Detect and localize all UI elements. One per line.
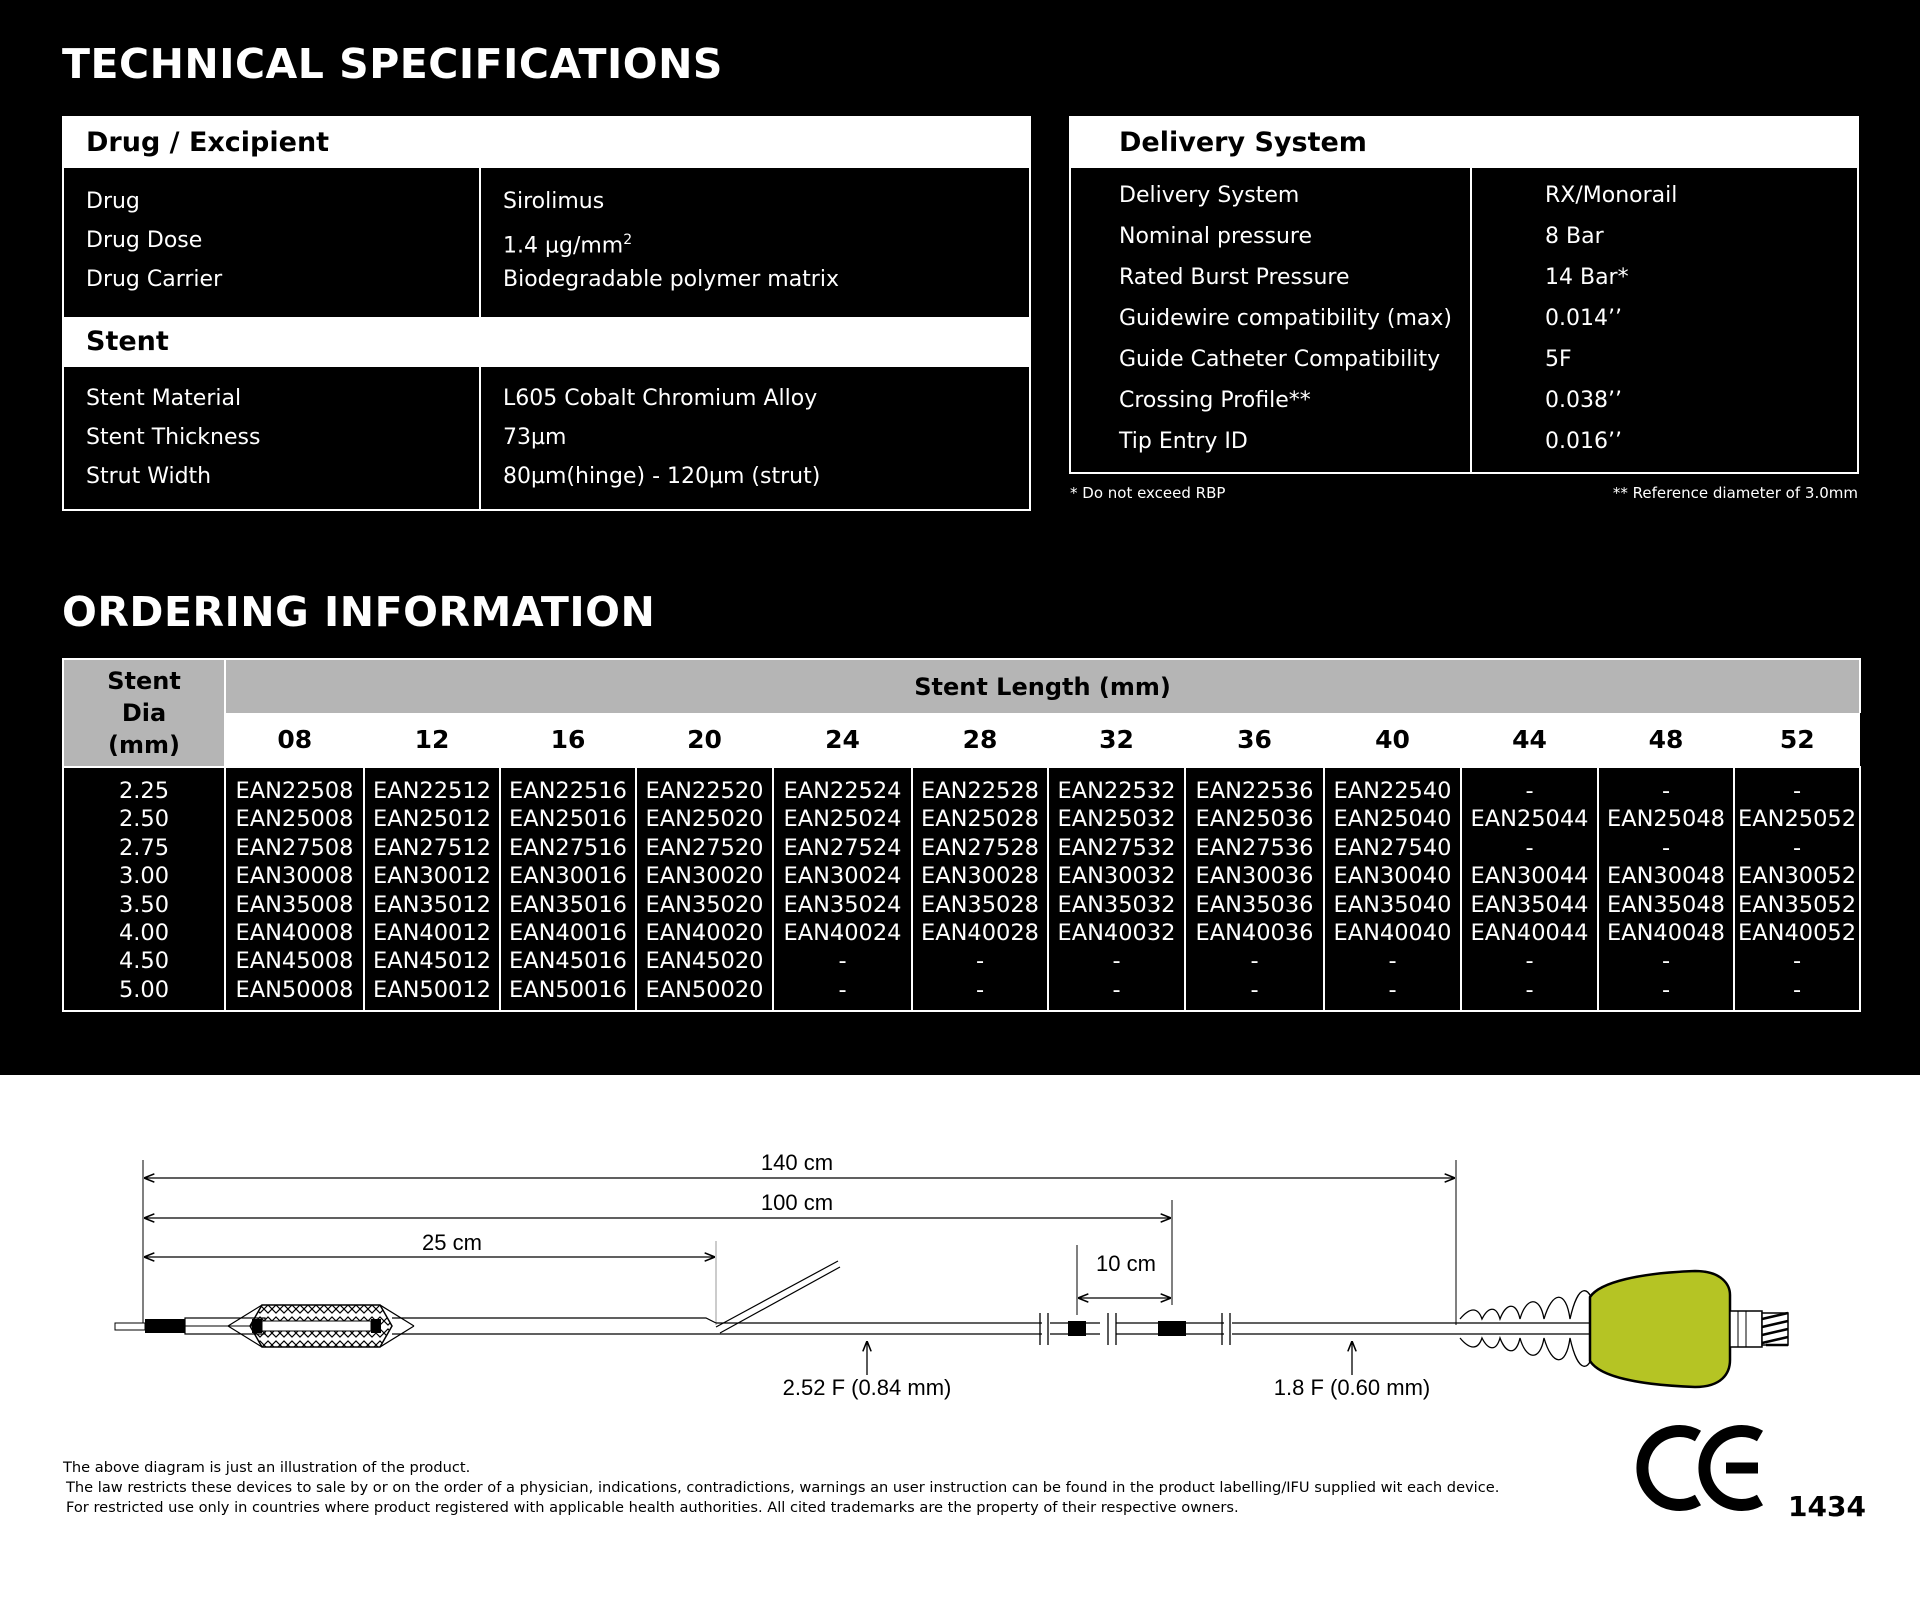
length-header-48: 48: [1598, 713, 1734, 767]
drug-dose-text: 1.4 µg/mm: [503, 233, 624, 259]
dim-25-label: 25 cm: [422, 1230, 482, 1255]
product-code: -: [1112, 976, 1121, 1003]
guidewire-compat-label: Guidewire compatibility (max): [1119, 306, 1453, 331]
product-code: -: [1525, 778, 1534, 804]
product-code: EAN30032: [1057, 863, 1176, 890]
product-code: EAN35016: [508, 891, 627, 918]
stent-dia-header: [63, 659, 225, 767]
rated-burst-pressure-label: Rated Burst Pressure: [1119, 265, 1350, 290]
stent-thickness-label: Stent Thickness: [86, 425, 261, 450]
length-column-44: [1461, 767, 1598, 1011]
tip-entry-id-label: Tip Entry ID: [1119, 429, 1248, 454]
product-code: EAN27508: [235, 834, 354, 861]
product-code: -: [1388, 976, 1397, 1003]
product-code: EAN45016: [508, 948, 627, 975]
product-code: EAN27540: [1333, 834, 1452, 861]
length-header-52: 52: [1734, 713, 1860, 767]
strut-width-value: 80µm(hinge) - 120µm (strut): [503, 464, 821, 489]
product-code: EAN22540: [1333, 778, 1452, 804]
product-code: -: [1525, 948, 1534, 975]
length-column-32: [1048, 767, 1185, 1011]
product-code: EAN35032: [1057, 891, 1176, 918]
ordering-body-row: [63, 767, 1860, 1011]
length-column-24: [773, 767, 912, 1011]
catheter-diagram: [0, 1075, 1920, 1495]
product-code: -: [1661, 976, 1671, 1003]
product-code: EAN40016: [508, 919, 627, 946]
product-code: -: [1661, 778, 1671, 804]
product-code: EAN30016: [508, 863, 627, 890]
product-code: EAN35040: [1333, 891, 1452, 918]
product-code: EAN27516: [508, 834, 627, 861]
product-code: EAN35008: [235, 891, 354, 918]
product-code: -: [838, 976, 847, 1003]
product-code: -: [1388, 948, 1397, 975]
length-column-20: [636, 767, 773, 1011]
product-code: EAN27524: [783, 834, 902, 861]
product-code: EAN30040: [1333, 863, 1452, 890]
luer-connector: [1730, 1311, 1788, 1347]
drug-section-title: Drug / Excipient: [64, 118, 1029, 168]
tip-entry-id-value: 0.016’’: [1545, 429, 1622, 454]
product-code: EAN35052: [1738, 891, 1857, 918]
product-code: EAN35024: [783, 891, 902, 918]
product-code: -: [975, 976, 985, 1003]
notified-body-number: 1434: [1788, 1490, 1866, 1523]
drug-labels: [64, 168, 481, 317]
product-code: EAN45012: [372, 948, 491, 975]
product-code: EAN25032: [1057, 806, 1176, 833]
product-code: EAN25016: [508, 806, 627, 833]
guide-catheter-compat-label: Guide Catheter Compatibility: [1119, 347, 1441, 372]
length-column-36: [1185, 767, 1324, 1011]
nominal-pressure-value: 8 Bar: [1545, 224, 1604, 249]
guidewire-compat-value: 0.014’’: [1545, 306, 1622, 331]
product-code: -: [975, 948, 985, 975]
diameter-value: 2.25: [118, 778, 170, 804]
diameter-column: [63, 767, 225, 1011]
catheter-tip: [115, 1318, 265, 1334]
product-code: -: [838, 948, 847, 975]
product-code: -: [1792, 976, 1802, 1003]
product-code: EAN25012: [372, 806, 491, 833]
product-code: -: [1661, 948, 1671, 975]
length-header-12: 12: [364, 713, 500, 767]
product-code: EAN40028: [920, 919, 1039, 946]
product-code: -: [1792, 778, 1802, 804]
marker-band-2: [1158, 1321, 1186, 1336]
crossing-profile-value: 0.038’’: [1545, 388, 1622, 413]
product-code: EAN45020: [645, 948, 764, 975]
guide-catheter-compat-value: 5F: [1545, 347, 1572, 372]
stent-values: [481, 367, 820, 509]
length-column-12: [364, 767, 500, 1011]
delivery-values: [1472, 168, 1677, 472]
catheter-shaft: [392, 1261, 1590, 1334]
length-header-40: 40: [1324, 713, 1461, 767]
drug-carrier-label: Drug Carrier: [86, 267, 223, 292]
product-code: EAN30044: [1470, 863, 1589, 890]
length-header-44: 44: [1461, 713, 1598, 767]
drug-dose-label: Drug Dose: [86, 228, 203, 253]
crossing-profile-label: Crossing Profile**: [1119, 388, 1311, 413]
product-code: EAN40012: [372, 919, 491, 946]
product-code: EAN27520: [645, 834, 764, 861]
stent-labels: [64, 367, 481, 509]
product-code: -: [1792, 948, 1802, 975]
product-code: EAN40036: [1195, 919, 1314, 946]
diameter-value: 2.50: [118, 806, 170, 833]
strain-relief: [1460, 1291, 1596, 1367]
product-code: EAN45008: [235, 948, 354, 975]
product-code: EAN22524: [783, 778, 902, 804]
product-code: EAN22520: [645, 778, 764, 804]
delivery-section-title: Delivery System: [1071, 118, 1857, 168]
product-code: EAN30012: [372, 863, 491, 890]
product-code: EAN22532: [1057, 778, 1176, 804]
product-code: EAN25040: [1333, 806, 1452, 833]
product-code: EAN25044: [1470, 806, 1589, 833]
length-header-32: 32: [1048, 713, 1185, 767]
length-column-48: [1598, 767, 1734, 1011]
product-code: EAN25024: [783, 806, 902, 833]
diameter-value: 4.00: [118, 919, 170, 946]
stent-material-value: L605 Cobalt Chromium Alloy: [503, 386, 818, 411]
product-code: -: [1525, 976, 1534, 1003]
product-code: EAN40044: [1470, 919, 1589, 946]
length-header-16: 16: [500, 713, 636, 767]
extension-lines: [143, 1160, 1456, 1325]
product-code: EAN22516: [508, 778, 627, 804]
drug-label: Drug: [86, 189, 140, 214]
shaft-diameter-distal-label: 2.52 F (0.84 mm): [782, 1375, 952, 1400]
ce-mark-icon: [1636, 1418, 1786, 1518]
product-code: EAN22508: [235, 778, 354, 804]
product-code: EAN22536: [1195, 778, 1314, 804]
footer-line-1: The above diagram is just an illustration of the product.: [63, 1459, 471, 1476]
product-code: EAN25020: [645, 806, 764, 833]
product-code: EAN30028: [920, 863, 1039, 890]
product-code: EAN25052: [1738, 806, 1857, 833]
length-header-28: 28: [912, 713, 1048, 767]
delivery-system-label: Delivery System: [1119, 183, 1300, 208]
product-code: EAN25036: [1195, 806, 1314, 833]
strut-width-label: Strut Width: [86, 464, 212, 489]
product-code: EAN50008: [235, 976, 354, 1003]
length-header-row: [63, 713, 1860, 767]
length-column-40: [1324, 767, 1461, 1011]
product-code: EAN40052: [1738, 919, 1857, 946]
product-code: -: [1250, 948, 1259, 975]
stent-thickness-value: 73µm: [503, 425, 567, 450]
product-code: -: [1661, 834, 1671, 861]
product-code: EAN35012: [372, 891, 491, 918]
product-code: EAN22528: [920, 778, 1039, 804]
drug-value: Sirolimus: [503, 189, 605, 214]
nominal-pressure-label: Nominal pressure: [1119, 224, 1313, 249]
rbp-note: * Do not exceed RBP: [1070, 484, 1226, 502]
product-code: EAN30048: [1606, 863, 1725, 890]
dim-100-label: 100 cm: [760, 1190, 834, 1215]
product-code: EAN27536: [1195, 834, 1314, 861]
diameter-value: 2.75: [118, 834, 170, 861]
diameter-value: 5.00: [118, 976, 170, 1003]
length-header-36: 36: [1185, 713, 1324, 767]
stent-balloon: [228, 1305, 414, 1347]
stent-material-label: Stent Material: [86, 386, 242, 411]
product-code: EAN25048: [1606, 806, 1725, 833]
product-code: EAN30052: [1738, 863, 1857, 890]
product-code: -: [1112, 948, 1121, 975]
product-code: EAN35044: [1470, 891, 1589, 918]
diameter-value: 4.50: [118, 948, 170, 975]
product-code: EAN50016: [508, 976, 627, 1003]
marker-band-1: [1068, 1321, 1086, 1336]
length-column-16: [500, 767, 636, 1011]
ordering-table: [62, 658, 1861, 1012]
product-code: EAN30024: [783, 863, 902, 890]
product-code: EAN30036: [1195, 863, 1314, 890]
dim-10-label: 10 cm: [1096, 1251, 1156, 1276]
product-code: EAN35048: [1606, 891, 1725, 918]
length-header-08: 08: [225, 713, 364, 767]
product-code: EAN30008: [235, 863, 354, 890]
product-code: -: [1792, 834, 1802, 861]
product-code: EAN40048: [1606, 919, 1725, 946]
stent-length-header: Stent Length (mm): [225, 659, 1860, 713]
rated-burst-pressure-value: 14 Bar*: [1545, 265, 1629, 290]
product-code: EAN40040: [1333, 919, 1452, 946]
product-code: EAN50012: [372, 976, 491, 1003]
product-code: -: [1525, 834, 1534, 861]
length-column-08: [225, 767, 364, 1011]
stent-dia-header-text: Stent Dia (mm): [107, 667, 181, 759]
length-column-52: [1734, 767, 1860, 1011]
product-code: EAN40024: [783, 919, 902, 946]
product-code: EAN35028: [920, 891, 1039, 918]
delivery-system-table: [1069, 116, 1859, 474]
delivery-system-value: RX/Monorail: [1545, 183, 1678, 208]
product-code: EAN40020: [645, 919, 764, 946]
drug-dose-sup: 2: [623, 232, 633, 248]
ordering-information-title: ORDERING INFORMATION: [62, 588, 656, 636]
delivery-labels: [1071, 168, 1472, 472]
drug-dose-value: [503, 221, 839, 260]
technical-specifications-title: TECHNICAL SPECIFICATIONS: [62, 40, 723, 88]
catheter-hub: [1590, 1271, 1730, 1387]
diameter-value: 3.00: [118, 863, 170, 890]
length-column-28: [912, 767, 1048, 1011]
product-code: EAN50020: [645, 976, 764, 1003]
product-code: EAN40008: [235, 919, 354, 946]
dim-140-label: 140 cm: [760, 1150, 834, 1175]
product-code: EAN25028: [920, 806, 1039, 833]
product-code: -: [1250, 976, 1259, 1003]
shaft-diameter-proximal-label: 1.8 F (0.60 mm): [1273, 1375, 1431, 1400]
product-code: EAN27528: [920, 834, 1039, 861]
product-code: EAN27512: [372, 834, 491, 861]
product-code: EAN25008: [235, 806, 354, 833]
diameter-value: 3.50: [118, 891, 170, 918]
footer-line-3: For restricted use only in countries where product registered with applicable health authorities. All cited trademarks are the property of their respective owners.: [66, 1499, 1239, 1516]
product-code: EAN30020: [645, 863, 764, 890]
product-code: EAN35020: [645, 891, 764, 918]
product-code: EAN40032: [1057, 919, 1176, 946]
drug-values: [481, 168, 839, 317]
product-code: EAN35036: [1195, 891, 1314, 918]
footer-line-2: The law restricts these devices to sale by or on the order of a physician, indications, contradictions, warnings an user instruction can be found in the product labelling/IFU supplied wit each device.: [66, 1479, 1500, 1496]
stent-section-title: Stent: [64, 317, 1029, 367]
drug-carrier-value: Biodegradable polymer matrix: [503, 267, 839, 292]
product-code: EAN27532: [1057, 834, 1176, 861]
drug-stent-table: [62, 116, 1031, 511]
length-header-24: 24: [773, 713, 912, 767]
reference-diameter-note: ** Reference diameter of 3.0mm: [1612, 484, 1858, 502]
product-code: EAN22512: [372, 778, 491, 804]
length-header-20: 20: [636, 713, 773, 767]
